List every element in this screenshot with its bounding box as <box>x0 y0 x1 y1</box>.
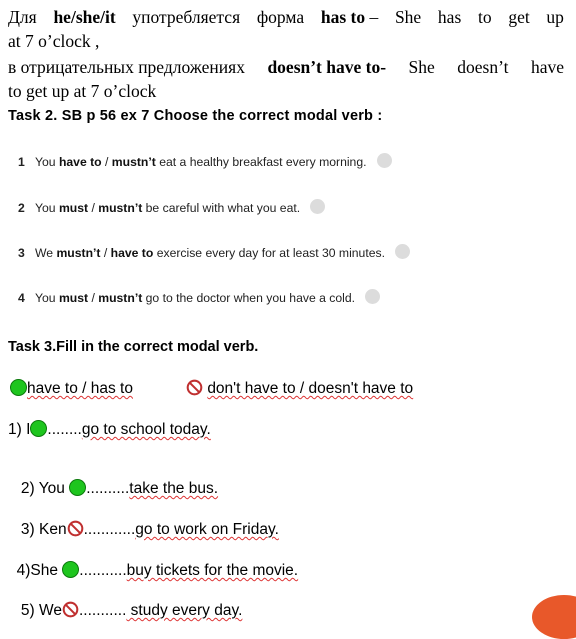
rule-word: up <box>546 7 564 27</box>
option-2[interactable]: mustn’t <box>98 201 143 215</box>
item-number: 4 <box>18 291 25 305</box>
radio-button[interactable] <box>365 289 380 304</box>
option-2[interactable]: have to <box>110 246 154 260</box>
option-1[interactable]: have to <box>58 155 102 169</box>
green-circle-icon <box>62 561 79 578</box>
item-number: 1 <box>18 155 25 169</box>
rule-word: to <box>477 7 492 27</box>
prohibited-icon <box>67 520 84 537</box>
rule-word: he/she/it <box>53 7 116 27</box>
rule-word: doesn’t <box>457 57 509 77</box>
radio-button[interactable] <box>310 199 325 214</box>
prohibited-icon <box>62 601 79 618</box>
legend-negative <box>186 379 413 398</box>
rule-word: has <box>437 7 462 27</box>
rule-line-3 <box>8 57 564 78</box>
rule-word: Для <box>8 7 37 27</box>
task2-heading: Task 2. SB p 56 ex 7 Choose the correct modal verb : <box>8 108 383 124</box>
task3-heading: Task 3.Fill in the correct modal verb. <box>8 339 259 355</box>
item-number: 3 <box>18 246 25 260</box>
option-2[interactable]: mustn’t <box>98 291 143 305</box>
option-2[interactable]: mustn’t <box>111 155 156 169</box>
task2-item: 2 You must / mustn’t be careful with what you eat. <box>18 199 325 215</box>
rule-word: She <box>408 57 435 77</box>
radio-button[interactable] <box>377 153 392 168</box>
task2-item: 3 We mustn’t / have to exercise every day for at least 30 minutes. <box>18 244 410 260</box>
corner-decoration <box>532 595 576 639</box>
task3-sentence: 5) We ........... study every day. <box>16 602 243 619</box>
rule-word: употребляется <box>132 7 241 27</box>
rule-word: форма <box>256 7 305 27</box>
rule-word: has to – <box>320 7 379 27</box>
green-circle-icon <box>10 379 27 396</box>
rule-line-2: at 7 o’clock , <box>8 31 100 51</box>
legend-positive-label: have to / has to <box>27 380 133 397</box>
rule-word: в отрицательных предложениях <box>8 57 245 77</box>
rule-word: She <box>394 7 422 27</box>
task3-sentence: 1) I ........go to school today. <box>8 421 211 438</box>
legend-positive <box>10 379 133 398</box>
answer-blank[interactable]: ........... <box>79 602 127 619</box>
green-circle-icon <box>69 479 86 496</box>
rule-word: have <box>530 57 564 77</box>
legend-negative-label: don't have to / doesn't have to <box>207 380 414 397</box>
option-1[interactable]: must <box>58 201 89 215</box>
rule-line-1 <box>8 7 564 28</box>
task3-sentence: 3) Ken ............go to work on Friday. <box>16 521 279 538</box>
task3-sentence: 4)She ...........buy tickets for the movie. <box>16 562 299 579</box>
answer-blank[interactable]: ........... <box>79 562 127 579</box>
item-number: 2 <box>18 201 25 215</box>
answer-blank[interactable]: .......... <box>86 480 130 497</box>
task2-item: 1 You have to / mustn’t eat a healthy breakfast every morning. <box>18 153 392 169</box>
rule-word: get <box>508 7 530 27</box>
answer-blank[interactable]: ............ <box>83 521 136 538</box>
prohibited-icon <box>186 379 203 396</box>
rule-line-4: to get up at 7 o’clock <box>8 81 157 101</box>
rule-word: doesn’t have to- <box>267 57 387 77</box>
task3-sentence: 2) You ..........take the bus. <box>16 480 219 497</box>
option-1[interactable]: mustn’t <box>56 246 101 260</box>
option-1[interactable]: must <box>58 291 89 305</box>
task2-item: 4 You must / mustn’t go to the doctor when you have a cold. <box>18 289 380 305</box>
green-circle-icon <box>30 420 47 437</box>
radio-button[interactable] <box>395 244 410 259</box>
answer-blank[interactable]: ........ <box>47 421 82 438</box>
